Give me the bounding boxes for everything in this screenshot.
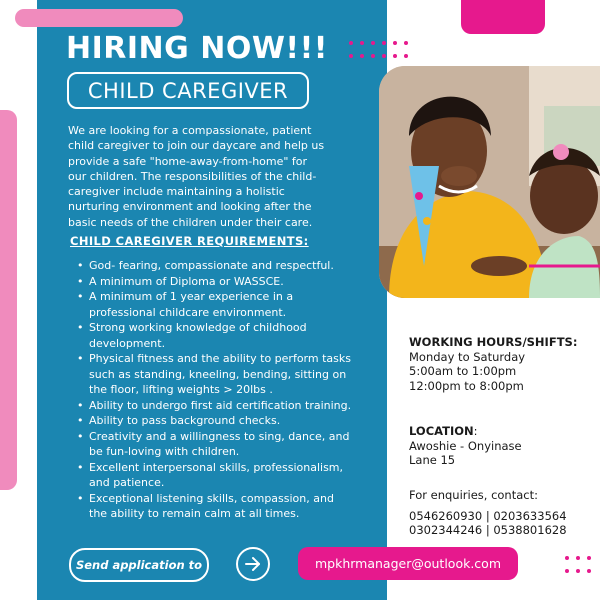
send-application-button[interactable]: Send application to xyxy=(69,548,209,582)
location-colon: : xyxy=(473,424,478,438)
requirement-line: be fun-loving with children. xyxy=(89,445,240,458)
email-address[interactable]: mpkhrmanager@outlook.com xyxy=(298,547,518,580)
requirement-line: Strong working knowledge of childhood xyxy=(89,321,307,334)
decorative-pink-bar-top xyxy=(15,9,183,27)
bullet-icon: • xyxy=(77,259,84,272)
contact-label: For enquiries, contact: xyxy=(409,488,538,502)
decorative-pink-bar-left xyxy=(0,110,17,490)
description-line: provide a safe "home-away-from-home" for xyxy=(68,154,308,168)
shift-2: 12:00pm to 8:00pm xyxy=(409,378,524,393)
requirement-item xyxy=(78,429,386,460)
contact-block xyxy=(409,488,567,538)
requirement-item xyxy=(78,413,386,429)
description-line: basic needs of the children under their care. xyxy=(68,215,313,229)
requirement-line: Ability to undergo first aid certification training. xyxy=(89,398,352,412)
location-line-2: Lane 15 xyxy=(409,453,456,467)
job-description xyxy=(68,123,386,230)
requirement-line: A minimum of 1 year experience in a xyxy=(89,290,294,303)
bullet-icon: • xyxy=(77,352,84,365)
bullet-icon: • xyxy=(77,491,84,505)
requirement-item xyxy=(78,351,386,398)
description-line: caregiver include maintaining a holistic xyxy=(68,185,285,199)
requirements-heading: CHILD CAREGIVER REQUIREMENTS: xyxy=(70,234,309,248)
working-hours-heading: WORKING HOURS/SHIFTS: xyxy=(409,335,578,349)
requirement-item xyxy=(78,491,386,522)
requirement-item xyxy=(78,320,386,351)
requirement-line: Ability to pass background checks. xyxy=(89,414,281,427)
requirement-item xyxy=(78,398,386,414)
requirement-line: the ability to remain calm at all times. xyxy=(89,507,300,520)
location-block xyxy=(409,424,522,468)
requirement-line: the floor, lifting weights > 20lbs . xyxy=(89,383,273,396)
requirement-line: and patience. xyxy=(89,476,165,489)
phone-numbers-1: 0546260930 | 0203633564 xyxy=(409,508,567,523)
requirement-line: such as standing, kneeling, bending, sitting on xyxy=(89,367,347,381)
requirement-item xyxy=(78,460,386,491)
shift-1: 5:00am to 1:00pm xyxy=(409,364,517,378)
working-hours-block xyxy=(409,335,577,393)
requirement-item xyxy=(78,274,386,290)
requirement-line: A minimum of Diploma or WASSCE. xyxy=(89,274,284,288)
requirement-line: Excellent interpersonal skills, professionalism, xyxy=(89,460,344,474)
requirement-item xyxy=(78,289,386,320)
description-line: We are looking for a compassionate, patient xyxy=(68,124,312,137)
bullet-icon: • xyxy=(77,414,84,427)
decorative-magenta-block xyxy=(461,0,545,34)
description-line: nurturing environment and looking after the xyxy=(68,200,312,214)
decorative-dots-top xyxy=(349,41,408,58)
phone-numbers-2: 0302344246 | 0538801628 xyxy=(409,523,567,537)
requirement-line: development. xyxy=(89,336,166,350)
requirement-line: professional childcare environment. xyxy=(89,305,287,319)
requirement-line: God- fearing, compassionate and respectful. xyxy=(89,259,334,272)
bullet-icon: • xyxy=(77,290,84,303)
bullet-icon: • xyxy=(77,398,84,412)
description-line: our children. The responsibilities of the child- xyxy=(68,169,317,183)
location-heading: LOCATION xyxy=(409,424,474,438)
decorative-dots-bottom xyxy=(565,556,591,573)
bullet-icon: • xyxy=(77,460,84,474)
description-line: child caregiver to join our daycare and help us xyxy=(68,139,325,153)
hiring-now-heading: HIRING NOW!!! xyxy=(66,31,328,66)
location-line-1: Awoshie - Onyinase xyxy=(409,438,522,453)
requirements-list xyxy=(78,258,386,522)
requirement-line: Physical fitness and the ability to perform tasks xyxy=(89,352,351,365)
bullet-icon: • xyxy=(77,321,84,334)
arrow-right-icon[interactable] xyxy=(236,547,270,581)
caregiver-with-child-photo xyxy=(379,66,600,298)
requirement-item xyxy=(78,258,386,274)
bullet-icon: • xyxy=(77,429,84,443)
working-days: Monday to Saturday xyxy=(409,349,526,364)
requirement-line: Exceptional listening skills, compassion, and xyxy=(89,491,334,505)
requirement-line: Creativity and a willingness to sing, dance, and xyxy=(89,429,350,443)
bullet-icon: • xyxy=(77,274,84,288)
job-title-badge: CHILD CAREGIVER xyxy=(67,72,309,109)
